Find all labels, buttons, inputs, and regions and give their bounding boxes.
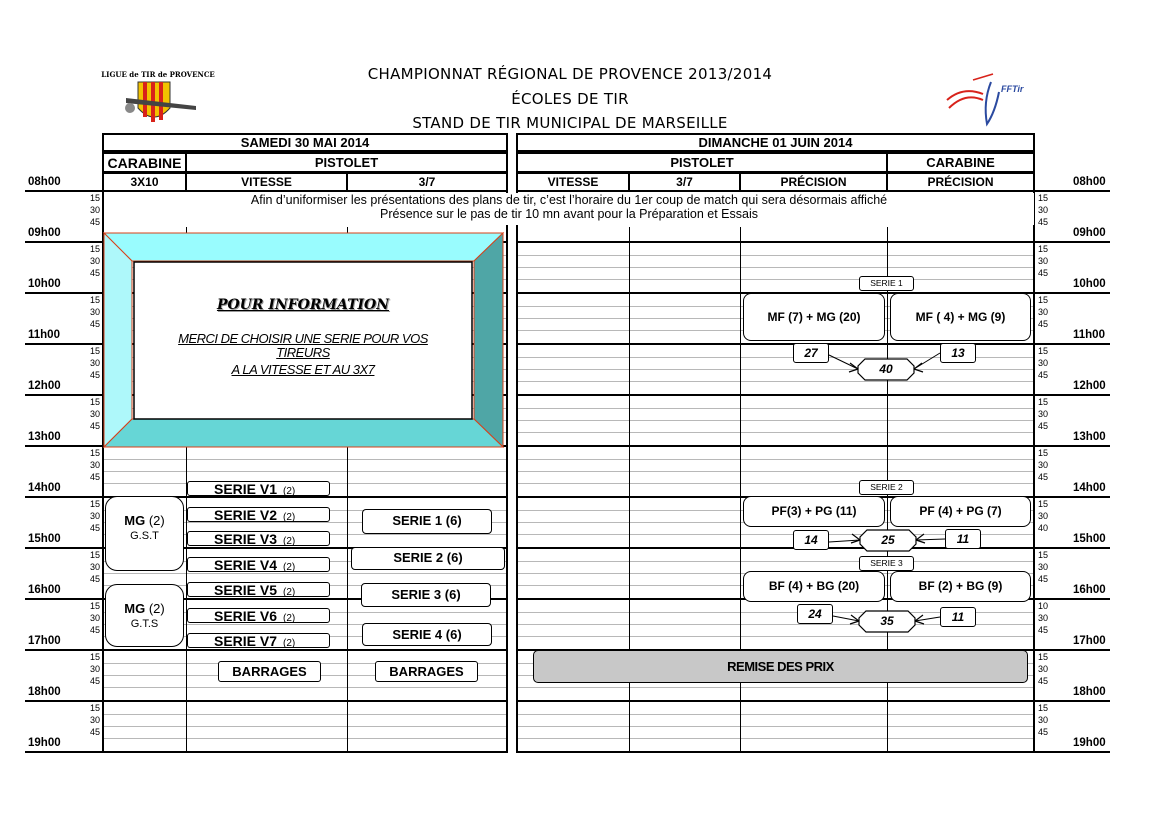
quarter-label-left: 15 — [89, 499, 100, 509]
hour-label-right: 13h00 — [1073, 431, 1106, 443]
quarter-label-left: 30 — [89, 358, 100, 368]
hour-label-left: 18h00 — [28, 686, 61, 698]
quarter-label-right: 15 — [1038, 550, 1049, 560]
quarter-label-left: 30 — [89, 256, 100, 266]
quarter-label-right: 30 — [1038, 562, 1049, 572]
hour-label-right: 17h00 — [1073, 635, 1106, 647]
serie-label: SERIE V2 — [214, 507, 278, 523]
quarter-line — [104, 573, 506, 574]
quarter-line — [516, 279, 1035, 280]
barrages-3-7: BARRAGES — [375, 661, 478, 682]
info-line-2: TIREURS — [276, 345, 330, 360]
quarter-label-left: 30 — [89, 562, 100, 572]
hour-label-right: 10h00 — [1073, 278, 1106, 290]
quarter-label-left: 45 — [89, 523, 100, 533]
quarter-label-right: 10 — [1038, 601, 1049, 611]
sunday-serie-left: MF (7) + MG (20) — [743, 293, 885, 341]
quarter-label-left: 15 — [89, 244, 100, 254]
info-line-1: MERCI DE CHOISIR UNE SERIE POUR VOS — [178, 331, 428, 346]
quarter-line — [104, 726, 506, 727]
quarter-line — [516, 561, 1035, 562]
hour-label-left: 16h00 — [28, 584, 61, 596]
hour-label-right: 08h00 — [1073, 176, 1106, 188]
hour-label-right: 16h00 — [1073, 584, 1106, 596]
hour-label-left: 11h00 — [28, 329, 60, 341]
quarter-label-right: 30 — [1038, 409, 1049, 419]
sunday-left-total: 14 — [793, 530, 829, 550]
quarter-label-right: 15 — [1038, 346, 1049, 356]
quarter-line — [104, 471, 506, 472]
carabine-mg-gst — [105, 496, 184, 571]
quarter-label-left: 30 — [89, 205, 100, 215]
sunday-grand-total: 25 — [881, 533, 895, 547]
serie-37-3: SERIE 3 (6) — [361, 583, 491, 607]
quarter-label-right: 45 — [1038, 574, 1049, 584]
quarter-label-right: 45 — [1038, 268, 1049, 278]
hour-line — [516, 241, 1110, 243]
quarter-label-right: 15 — [1038, 397, 1049, 407]
serie-count: (2) — [283, 536, 296, 547]
serie-vitesse-6 — [187, 608, 330, 623]
sunday-col-precision-carabine: PRÉCISION — [886, 172, 1035, 192]
sunday-col-3-7: 3/7 — [628, 172, 741, 192]
serie-count: (2) — [283, 638, 296, 649]
sunday-left-total: 24 — [797, 604, 833, 624]
serie-37-1: SERIE 1 (6) — [362, 509, 492, 534]
sunday-serie-tag: SERIE 3 — [859, 556, 914, 571]
quarter-label-right: 45 — [1038, 370, 1049, 380]
quarter-label-left: 15 — [89, 448, 100, 458]
quarter-line — [516, 687, 1035, 688]
sunday-serie-left: BF (4) + BG (20) — [743, 571, 885, 602]
quarter-line — [104, 459, 506, 460]
sunday-right-total: 11 — [940, 607, 976, 627]
info-box — [104, 233, 503, 447]
quarter-label-left: 15 — [89, 397, 100, 407]
hour-label-right: 12h00 — [1073, 380, 1106, 392]
title-venue: STAND DE TIR MUNICIPAL DE MARSEILLE — [412, 114, 728, 132]
quarter-label-left: 15 — [89, 295, 100, 305]
quarter-label-right: 15 — [1038, 193, 1049, 203]
quarter-label-right: 30 — [1038, 460, 1049, 470]
quarter-label-right: 45 — [1038, 319, 1049, 329]
quarter-label-left: 30 — [89, 409, 100, 419]
quarter-label-left: 45 — [89, 319, 100, 329]
hour-label-left: 09h00 — [28, 227, 61, 239]
hour-label-left: 19h00 — [28, 737, 61, 749]
quarter-label-right: 15 — [1038, 703, 1049, 713]
ligue-provence-logo — [101, 68, 215, 130]
quarter-label-right: 45 — [1038, 676, 1049, 686]
svg-text:FFTir: FFTir — [1001, 84, 1024, 94]
sunday-left-total: 27 — [793, 343, 829, 363]
sunday-left-border — [516, 133, 518, 753]
notice-text — [104, 193, 1034, 221]
serie-count: (2) — [283, 587, 296, 598]
quarter-label-right: 45 — [1038, 472, 1049, 482]
quarter-label-right: 15 — [1038, 499, 1049, 509]
hour-line — [516, 190, 1110, 192]
hour-line — [516, 751, 1110, 753]
sunday-col-precision-pistolet: PRÉCISION — [739, 172, 888, 192]
quarter-label-left: 30 — [89, 715, 100, 725]
sunday-day-header: DIMANCHE 01 JUIN 2014 — [516, 133, 1035, 152]
quarter-label-right: 30 — [1038, 511, 1049, 521]
hour-label-left: 13h00 — [28, 431, 61, 443]
hour-label-left: 14h00 — [28, 482, 61, 494]
quarter-label-right: 45 — [1038, 727, 1049, 737]
quarter-line — [516, 471, 1035, 472]
quarter-label-left: 45 — [89, 574, 100, 584]
quarter-label-left: 30 — [89, 307, 100, 317]
hour-label-left: 15h00 — [28, 533, 61, 545]
hour-label-right: 09h00 — [1073, 227, 1106, 239]
quarter-label-left: 45 — [89, 676, 100, 686]
hour-line — [25, 649, 508, 651]
quarter-label-right: 30 — [1038, 256, 1049, 266]
quarter-label-left: 30 — [89, 664, 100, 674]
quarter-label-right: 30 — [1038, 715, 1049, 725]
serie-count: (2) — [283, 562, 296, 573]
sunday-col-vitesse: VITESSE — [516, 172, 630, 192]
quarter-label-right: 30 — [1038, 358, 1049, 368]
quarter-label-right: 15 — [1038, 295, 1049, 305]
arrow-left — [829, 355, 858, 369]
serie-label: SERIE V6 — [214, 608, 278, 624]
sunday-serie-right: PF (4) + PG (7) — [890, 496, 1031, 527]
quarter-label-right: 30 — [1038, 205, 1049, 215]
hour-line — [25, 700, 508, 702]
quarter-label-left: 30 — [89, 460, 100, 470]
saturday-group-carabine: CARABINE — [102, 152, 187, 173]
quarter-label-left: 45 — [89, 727, 100, 737]
hour-label-right: 14h00 — [1073, 482, 1106, 494]
sunday-serie-right: BF (2) + BG (9) — [890, 571, 1031, 602]
sunday-grand-total: 35 — [880, 614, 894, 628]
carabine-mg-gts — [105, 584, 184, 647]
carabine-count: (2) — [148, 513, 165, 528]
carabine-sub: G.S.T — [130, 530, 159, 542]
quarter-line — [516, 267, 1035, 268]
quarter-label-left: 45 — [89, 421, 100, 431]
info-line-3: A LA VITESSE ET AU 3X7 — [231, 362, 375, 377]
remise-des-prix: REMISE DES PRIX — [533, 650, 1028, 683]
notice-line-1: Afin d’uniformiser les présentations des plans de tir, c’est l’horaire du 1er coup de match qui sera désormais affiché — [250, 193, 888, 207]
quarter-label-left: 30 — [89, 511, 100, 521]
saturday-col-3x10: 3X10 — [102, 172, 187, 192]
quarter-line — [104, 714, 506, 715]
serie-count: (2) — [283, 512, 296, 523]
quarter-line — [516, 726, 1035, 727]
sunday-right-total: 13 — [940, 343, 976, 363]
hour-label-left: 10h00 — [28, 278, 61, 290]
sunday-serie-tag: SERIE 1 — [859, 276, 914, 291]
quarter-label-right: 30 — [1038, 613, 1049, 623]
hour-line — [516, 700, 1110, 702]
saturday-col-vitesse: VITESSE — [185, 172, 348, 192]
quarter-label-right: 45 — [1038, 421, 1049, 431]
quarter-line — [516, 483, 1035, 484]
serie-vitesse-4 — [187, 557, 330, 572]
serie-37-4: SERIE 4 (6) — [362, 623, 492, 646]
quarter-line — [516, 714, 1035, 715]
serie-37-2: SERIE 2 (6) — [351, 547, 505, 570]
quarter-label-right: 15 — [1038, 244, 1049, 254]
hour-label-left: 12h00 — [28, 380, 61, 392]
serie-count: (2) — [283, 486, 296, 497]
serie-vitesse-3 — [187, 531, 330, 546]
quarter-line — [516, 738, 1035, 739]
quarter-label-left: 15 — [89, 601, 100, 611]
title-schools: ÉCOLES DE TIR — [511, 90, 629, 108]
hour-line — [25, 190, 508, 192]
serie-label: SERIE V1 — [214, 481, 278, 497]
sunday-serie-left: PF(3) + PG (11) — [743, 496, 885, 527]
barrages-vitesse: BARRAGES — [218, 661, 321, 682]
hour-label-right: 19h00 — [1073, 737, 1106, 749]
quarter-label-left: 15 — [89, 346, 100, 356]
hour-line — [25, 751, 508, 753]
quarter-line — [516, 420, 1035, 421]
hour-label-right: 11h00 — [1073, 329, 1105, 341]
hour-label-right: 18h00 — [1073, 686, 1106, 698]
quarter-line — [104, 687, 506, 688]
quarter-label-right: 30 — [1038, 307, 1049, 317]
info-message — [134, 332, 472, 377]
quarter-label-left: 45 — [89, 268, 100, 278]
quarter-line — [516, 408, 1035, 409]
serie-label: SERIE V7 — [214, 633, 278, 649]
title-championship: CHAMPIONNAT RÉGIONAL DE PROVENCE 2013/2014 — [367, 65, 773, 83]
carabine-label: MG — [124, 513, 146, 528]
quarter-label-left: 15 — [89, 703, 100, 713]
hour-line — [516, 394, 1110, 396]
serie-label: SERIE V3 — [214, 531, 278, 547]
hour-line — [516, 445, 1110, 447]
saturday-right-border — [506, 133, 508, 753]
sunday-serie-tag: SERIE 2 — [859, 480, 914, 495]
serie-vitesse-1 — [187, 481, 330, 496]
hour-label-left: 08h00 — [28, 176, 61, 188]
quarter-label-right: 45 — [1038, 625, 1049, 635]
sunday-group-carabine: CARABINE — [886, 152, 1035, 173]
svg-text:LIGUE de TIR de PROVENCE: LIGUE de TIR de PROVENCE — [101, 70, 215, 79]
carabine-label: MG — [124, 601, 146, 616]
quarter-label-left: 45 — [89, 370, 100, 380]
quarter-label-right: 30 — [1038, 664, 1049, 674]
sunday-grand-total: 40 — [879, 362, 893, 376]
quarter-line — [516, 459, 1035, 460]
quarter-label-left: 30 — [89, 613, 100, 623]
sunday-serie-right: MF ( 4) + MG (9) — [890, 293, 1031, 341]
hour-label-right: 15h00 — [1073, 533, 1106, 545]
quarter-label-left: 15 — [89, 193, 100, 203]
quarter-label-right: 15 — [1038, 652, 1049, 662]
quarter-label-left: 15 — [89, 652, 100, 662]
serie-vitesse-7 — [187, 633, 330, 648]
quarter-label-right: 15 — [1038, 448, 1049, 458]
arrow-right — [916, 539, 945, 540]
quarter-label-left: 15 — [89, 550, 100, 560]
saturday-group-pistolet: PISTOLET — [185, 152, 508, 173]
serie-count: (2) — [283, 613, 296, 624]
serie-label: SERIE V4 — [214, 557, 278, 573]
quarter-label-right: 45 — [1038, 217, 1049, 227]
hour-label-left: 17h00 — [28, 635, 61, 647]
saturday-col-3-7: 3/7 — [346, 172, 508, 192]
quarter-label-left: 45 — [89, 217, 100, 227]
quarter-line — [516, 255, 1035, 256]
quarter-label-left: 45 — [89, 472, 100, 482]
carabine-sub: G.T.S — [130, 618, 159, 630]
quarter-line — [104, 738, 506, 739]
sunday-group-pistolet: PISTOLET — [516, 152, 888, 173]
info-heading: POUR INFORMATION — [216, 297, 390, 313]
fftir-logo — [943, 72, 1033, 128]
notice-line-2: Présence sur le pas de tir 10 mn avant pour la Préparation et Essais — [380, 207, 758, 221]
carabine-count: (2) — [148, 601, 165, 616]
quarter-label-right: 40 — [1038, 523, 1049, 533]
serie-vitesse-2 — [187, 507, 330, 522]
sunday-right-total: 11 — [945, 529, 981, 549]
serie-vitesse-5 — [187, 582, 330, 597]
saturday-day-header: SAMEDI 30 MAI 2014 — [102, 133, 508, 152]
serie-label: SERIE V5 — [214, 582, 278, 598]
right-border — [1033, 133, 1035, 753]
quarter-label-left: 45 — [89, 625, 100, 635]
quarter-line — [516, 432, 1035, 433]
